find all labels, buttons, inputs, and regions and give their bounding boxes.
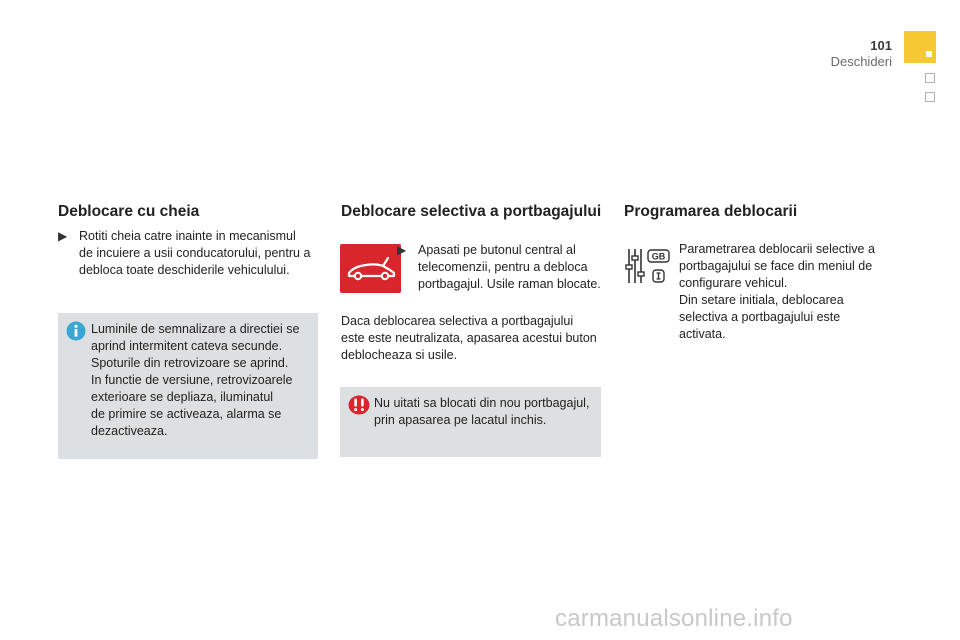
chapter-title: Deschideri <box>830 54 892 69</box>
text-line: Spoturile din retrovizoare se aprind. <box>91 356 289 370</box>
text-line: de incuiere a usii conducatorului, pentru a <box>79 246 311 260</box>
text-line: telecomenzii, pentru a debloca <box>418 260 588 274</box>
section-title-programming: Programarea deblocarii <box>624 203 798 220</box>
page-number: 101 <box>870 38 892 53</box>
chapter-tab-active[interactable] <box>904 31 936 63</box>
text-line: deblocheaza si usile. <box>341 348 458 362</box>
tab-marker <box>926 51 932 57</box>
section-title-key-unlock: Deblocare cu cheia <box>58 203 200 220</box>
text-line: portbagajul. Usile raman blocate. <box>418 277 601 291</box>
text-line: prin apasarea pe lacatul inchis. <box>374 413 547 427</box>
text-line: Parametrarea deblocarii selective a <box>679 242 875 256</box>
text-line: exterioare se depliaza, iluminatul <box>91 390 274 404</box>
text-line: este este neutralizata, apasarea acestui buton <box>341 331 597 345</box>
language-label: GB <box>651 251 666 262</box>
text-line: debloca toate deschiderile vehiculului. <box>79 263 290 277</box>
text-line: Apasati pe butonul central al <box>418 243 576 257</box>
text-line: selectiva a portbagajului este <box>679 310 841 324</box>
bullet-arrow-icon: ▶ <box>397 243 407 257</box>
settings-sliders-icon <box>624 247 674 285</box>
warning-box <box>340 387 601 457</box>
bullet-item <box>397 242 607 293</box>
chapter-tab[interactable] <box>925 92 935 102</box>
watermark: carmanualsonline.info <box>555 605 793 632</box>
text-line: Rotiti cheia catre inainte in mecanismul <box>79 229 296 243</box>
car-trunk-open-icon <box>340 244 401 293</box>
chapter-tab[interactable] <box>925 73 935 83</box>
section-title-trunk-unlock: Deblocare selectiva a portbagajului <box>341 203 602 220</box>
text-line: Daca deblocarea selectiva a portbagajului <box>341 314 574 328</box>
text-line: Nu uitati sa blocati din nou portbagajul, <box>374 396 590 410</box>
text-line: In functie de versiune, retrovizoarele <box>91 373 293 387</box>
paragraph <box>679 241 904 343</box>
text-line: Luminile de semnalizare a directiei se <box>91 322 300 336</box>
paragraph <box>341 313 606 364</box>
text-line: portbagajului se face din meniul de <box>679 259 873 273</box>
text-line: activata. <box>679 327 726 341</box>
bullet-arrow-icon: ▶ <box>58 229 68 243</box>
bullet-item <box>58 228 320 279</box>
text-line: Din setare initiala, deblocarea <box>679 293 844 307</box>
text-line: configurare vehicul. <box>679 276 788 290</box>
text-line: dezactiveaza. <box>91 424 168 438</box>
info-box <box>58 313 318 459</box>
warning-icon <box>348 395 370 415</box>
info-icon <box>66 321 86 341</box>
text-line: de primire se activeaza, alarma se <box>91 407 282 421</box>
text-line: aprind intermitent cateva secunde. <box>91 339 283 353</box>
